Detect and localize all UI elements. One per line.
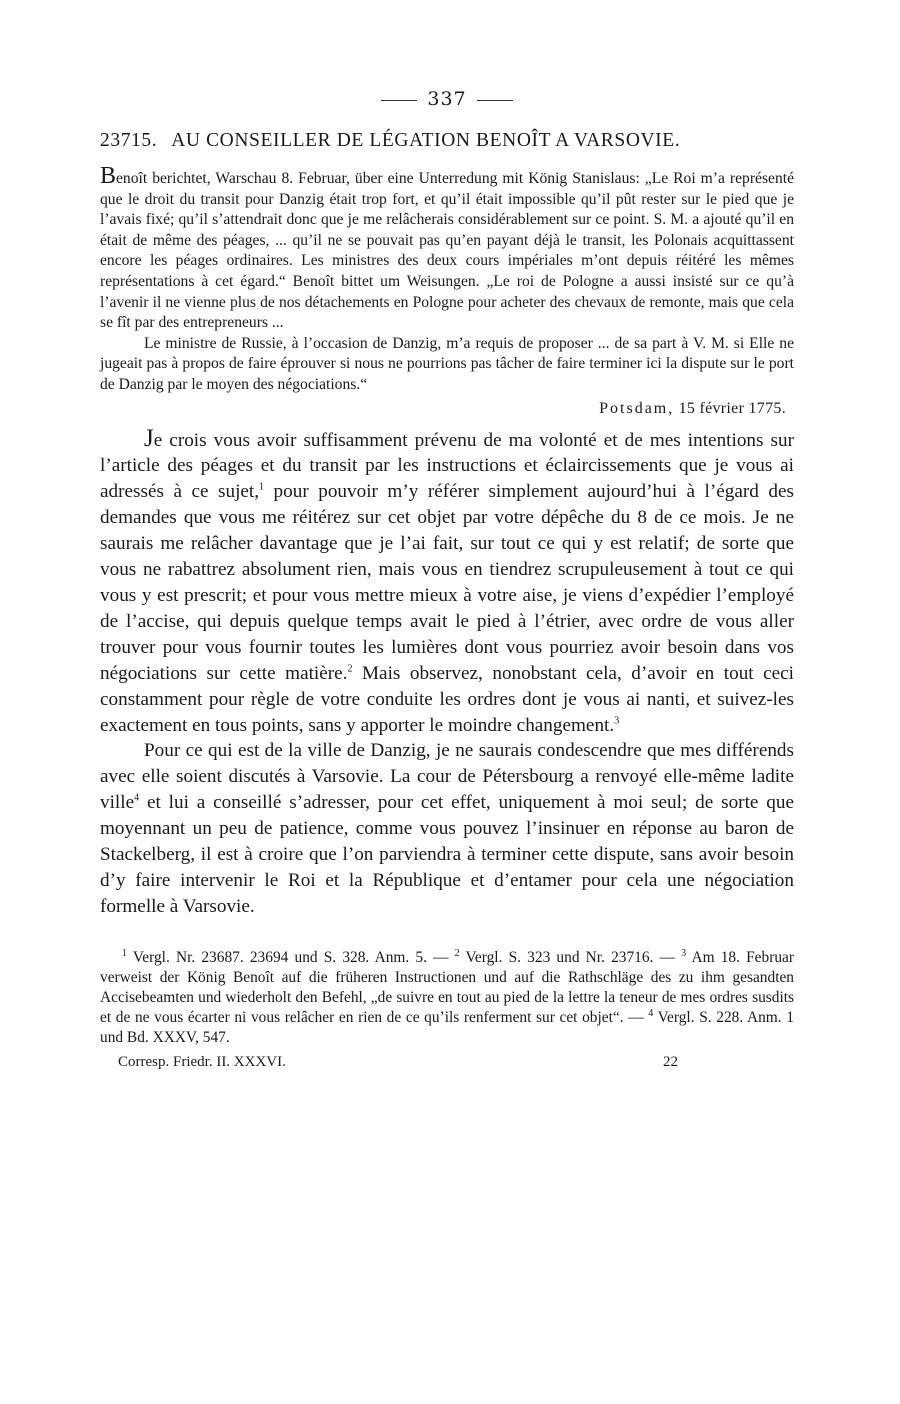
footnote-marker: 3 — [681, 947, 687, 959]
body-text: Mais observez, nonobstant cela, d’avoir en tout ceci constamment pour règle de votre conduite les ordres dont je vous ai nanti, et suivez-les exactement en tous points, sans y apporter le moindre changement. — [100, 662, 794, 736]
entry-title: AU CONSEILLER DE LÉGATION BENOÎT A VARSOVIE. — [171, 130, 681, 151]
footnotes — [100, 948, 794, 1048]
footnote-ref: 1 — [259, 481, 265, 493]
letter-body — [100, 426, 794, 920]
body-text: pour pouvoir m’y référer simplement aujourd’hui à l’égard des demandes que vous me réitérez sur cet objet par votre dépêche du 8 de ce mois. Je ne saurais me relâcher davantage que je l’ai fait, sur tout ce qui y est relatif; de sorte que vous ne rabattrez absolument rien, mais vous en tiendrez scrupuleusement à tout ce qui vous y est prescrit; et pour vous mettre mieux à votre aise, je viens d’expédier l’employé de l’accise, qui depuis quelque temps avait le pied à l’étrier, avec ordre de vous aller trouver pour vous fournir toutes les lumières dont vous pourriez avoir besoin dans vos négociations sur cette matière. — [100, 481, 794, 684]
entry-number: 23715. — [100, 130, 158, 151]
body-paragraph-1 — [100, 426, 794, 739]
footnote-text: Am 18. Februar verweist der König Benoît auf die früheren Instructionen und auf die Rathschläge des zu ihm gesandten Accisebeamten und wiederholt den Befehl, „de suivre en tout au pied de la lettre la teneur de mes ordres susdits et de ne vous écarter ni vous relâcher en rien de ce qu’ils renferment sur cet objet“. — — [100, 948, 794, 1026]
dateline-date: 15 février 1775. — [678, 399, 786, 417]
footnote-marker: 4 — [648, 1007, 654, 1019]
page-number: 337 — [427, 88, 467, 110]
summary-paragraph-1: Benoît berichtet, Warschau 8. Februar, über eine Unterredung mit König Stanislaus: „Le Roi m’a représenté que le droit du transit pour Danzig était trop fort, et qu’il était impossible qu’il pût rester sur le pied que je l’avais fixé; qu’il s’attendrait donc que je me relâcherais considérablement sur ce point. S. M. a ajouté qu’il en était de même des péages, ... qu’il ne se pouvait pas qu’en payant déjà le transit, les Polonais acquittassent encore les péages ordinaires. Les ministres des deux cours impériales m’ont depuis réitéré les mêmes représentations à cet égard.“ Benoît bittet um Weisungen. „Le roi de Pologne a aussi insisté sur ce qu’à l’avenir il ne vienne plus de nos détachements en Pologne pour acheter des chevaux de remonte, mais que cela se fît par des entrepreneurs ... — [100, 163, 794, 332]
dateline-place: Potsdam, — [599, 399, 675, 417]
footnote-marker: 1 — [122, 947, 127, 959]
sheet-signature — [100, 1054, 794, 1071]
header-rule-right — [477, 100, 513, 101]
entry-heading — [100, 130, 794, 152]
footnote-ref: 2 — [347, 663, 353, 675]
page-header — [100, 88, 794, 110]
footnote-text: Vergl. S. 323 und Nr. 23716. — — [459, 948, 682, 966]
report-summary — [100, 163, 794, 396]
footnote-marker: 2 — [454, 947, 460, 959]
dateline — [100, 400, 786, 418]
body-paragraph-2 — [100, 738, 794, 919]
footnote-ref: 3 — [614, 715, 620, 727]
body-text: Pour ce qui est de la ville de Danzig, je ne saurais condescendre que mes différends avec elle soient discutés à Varsovie. La cour de Pétersbourg a renvoyé elle-même ladite ville — [100, 740, 794, 814]
footnote-text: Vergl. Nr. 23687. 23694 und S. 328. Anm. 5. — — [127, 948, 455, 966]
header-rule-left — [381, 100, 417, 101]
body-text: et lui a conseillé s’adresser, pour cet effet, uniquement à moi seul; de sorte que moyennant un peu de patience, comme vous pouvez l’insinuer en réponse au baron de Stackelberg, il est à croire que l’on parviendra à terminer cette dispute, sans avoir besoin d’y faire intervenir le Roi et la République et d’entamer pour cela une négociation formelle à Varsovie. — [100, 792, 794, 917]
document-page — [100, 88, 794, 1071]
summary-paragraph-2: Le ministre de Russie, à l’occasion de Danzig, m’a requis de proposer ... de sa part à V. M. si Elle ne jugeait pas à propos de faire éprouver si nous ne pourrions pas tâcher de faire terminer ici la dispute sur le port de Danzig par le moyen des négociations.“ — [100, 334, 794, 393]
signature-source: Corresp. Friedr. II. XXXVI. — [118, 1053, 286, 1070]
footnote-text: Vergl. S. 228. Anm. 1 und Bd. XXXV, 547. — [100, 1008, 794, 1046]
body-text: Je crois vous avoir suffisamment prévenu de ma volonté et de mes intentions sur l’article des péages et du transit par les instructions et éclaircissements que je vous ai adressés à ce sujet, — [100, 424, 794, 503]
signature-sheet-number: 22 — [663, 1053, 678, 1070]
footnote-ref: 4 — [134, 792, 140, 804]
